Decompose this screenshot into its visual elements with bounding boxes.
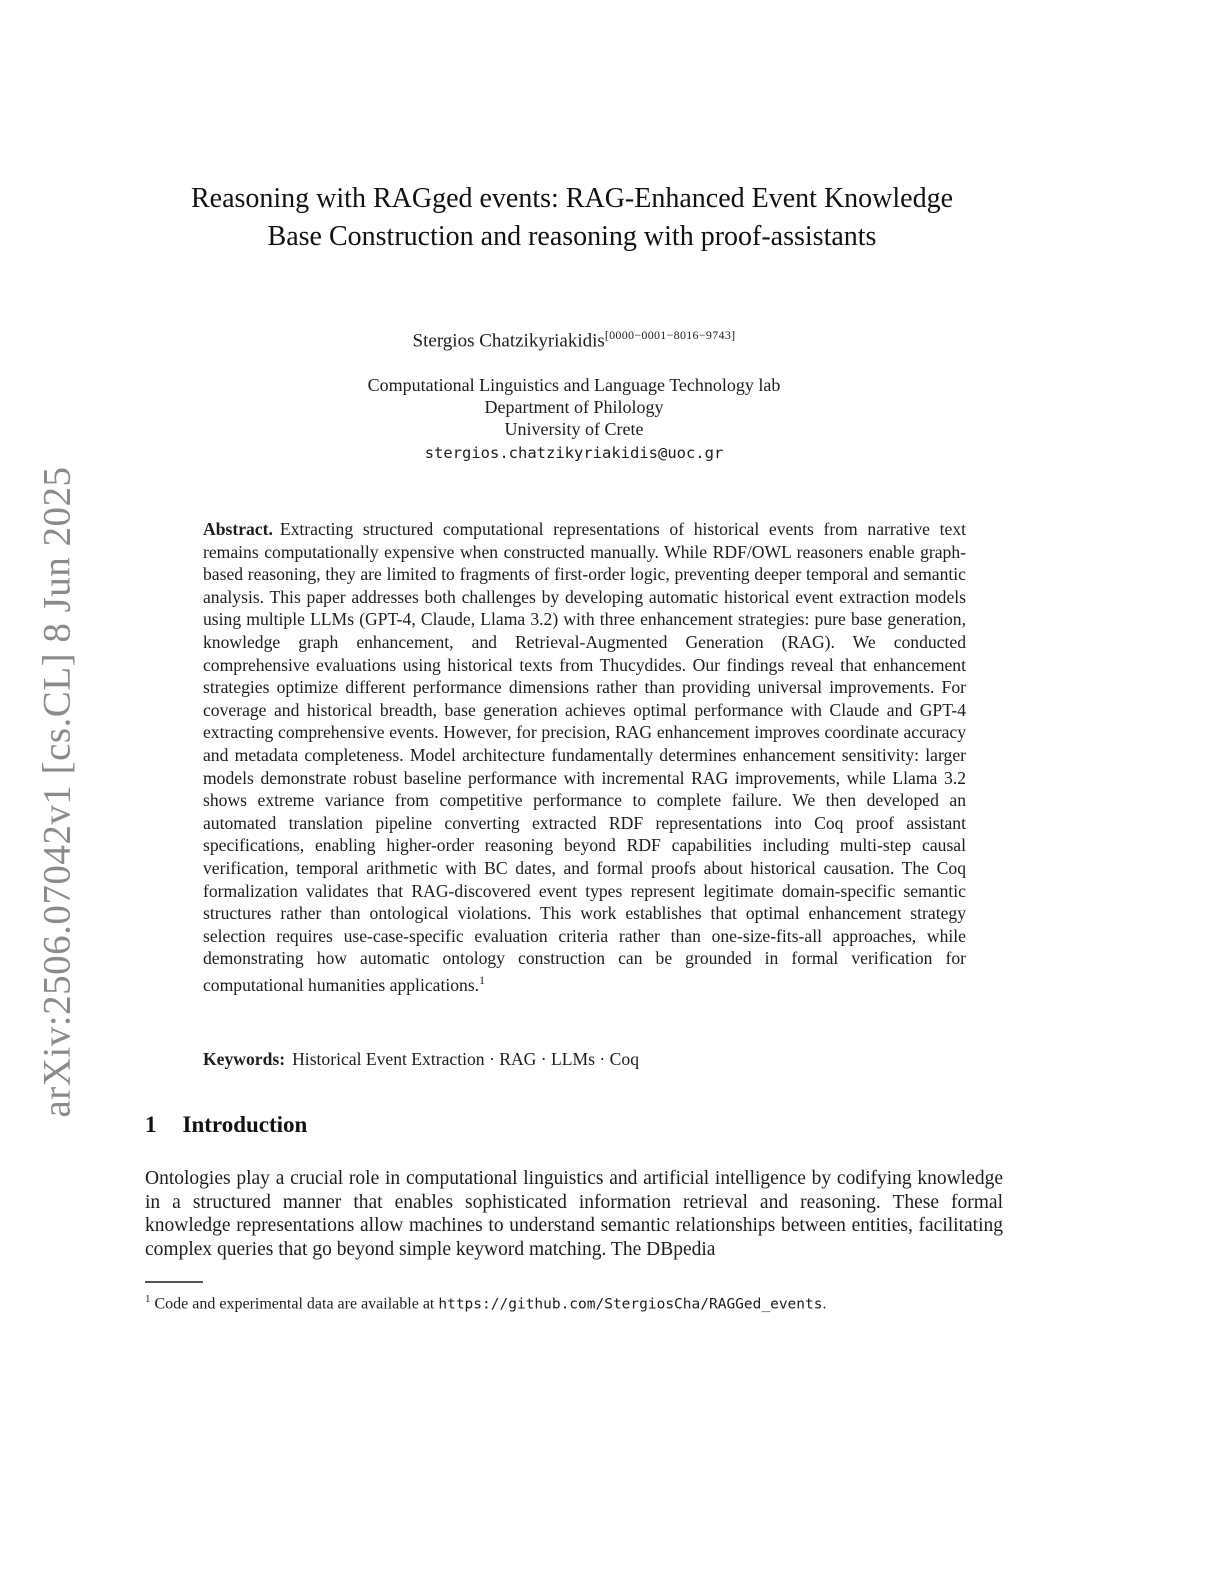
footnote-text: Code and experimental data are available at (154, 1295, 439, 1313)
footnote-marker: 1 (145, 1293, 151, 1305)
author-orcid: [0000−0001−8016−9743] (604, 328, 736, 342)
footnote-period: . (822, 1295, 827, 1313)
keywords-label: Keywords: (203, 1049, 286, 1069)
affiliation-university: University of Crete (504, 419, 644, 439)
abstract-block (203, 518, 966, 996)
footnote (145, 1289, 1003, 1314)
intro-paragraph: Ontologies play a crucial role in computational linguistics and artificial intelligence by codifying knowledge in a structured manner that enables sophisticated information retrieval and reasoning. These formal knowledge representations allow machines to understand semantic relationships between entities, facilitating complex queries that go beyond simple keyword matching. The DBpedia (145, 1168, 1003, 1260)
author-line (145, 328, 1003, 352)
keywords-text: Historical Event Extraction · RAG · LLMs · Coq (292, 1049, 640, 1069)
paper-title: Reasoning with RAGged events: RAG-Enhanced Event Knowledge Base Construction and reasoning with proof-assistants (190, 183, 954, 252)
author-name: Stergios Chatzikyriakidis (412, 330, 605, 352)
affiliation-lab: Computational Linguistics and Language Technology lab (367, 375, 781, 395)
keywords-line (203, 1049, 966, 1070)
abstract-label: Abstract. (203, 519, 273, 539)
footnote-rule (145, 1281, 203, 1283)
section-title: Introduction (182, 1112, 308, 1137)
affiliation-block (145, 374, 1003, 464)
affiliation-department: Department of Philology (484, 397, 664, 417)
arxiv-watermark: arXiv:2506.07042v1 [cs.CL] 8 Jun 2025 (35, 466, 79, 1118)
abstract-text: Extracting structured computational representations of historical events from narrative text remains computationally expensive when constructed manually. While RDF/OWL reasoners enable graph-based reasoning, they are limited to fragments of first-order logic, preventing deeper temporal and semantic analysis. This paper addresses both challenges by developing automatic historical event extraction models using multiple LLMs (GPT-4, Claude, Llama 3.2) with three enhancement strategies: pure base generation, knowledge graph enhancement, and Retrieval-Augmented Generation (RAG). We conducted comprehensive evaluations using historical texts from Thucydides. Our findings reveal that enhancement strategies optimize different performance dimensions rather than providing universal improvements. For coverage and historical breadth, base generation achieves optimal performance with Claude and GPT-4 extracting comprehensive events. However, for precision, RAG enhancement improves coordinate accuracy and metadata completeness. Model architecture fundamentally determines enhancement sensitivity: larger models demonstrate robust baseline performance with incremental RAG improvements, while Llama 3.2 shows extreme variance from competitive performance to complete failure. We then developed an automated translation pipeline converting extracted RDF representations into Coq proof assistant specifications, enabling higher-order reasoning beyond RDF capabilities including multi-step causal verification, temporal arithmetic with BC dates, and formal proofs about historical causation. The Coq formalization validates that RAG-discovered event types represent legitimate domain-specific semantic structures rather than ontological violations. This work establishes that optimal enhancement strategy selection requires use-case-specific evaluation criteria rather than one-size-fits-all approaches, while demonstrating how automatic ontology construction can be grounded in formal verification for computational humanities applications. (203, 519, 966, 995)
footnote-link[interactable]: https://github.com/StergiosCha/RAGGed_events (438, 1296, 823, 1313)
abstract-footnote-marker: 1 (479, 974, 485, 987)
section-1-heading (145, 1112, 1003, 1138)
author-email[interactable]: stergios.chatzikyriakidis@uoc.gr (424, 444, 724, 462)
section-number: 1 (145, 1112, 157, 1137)
